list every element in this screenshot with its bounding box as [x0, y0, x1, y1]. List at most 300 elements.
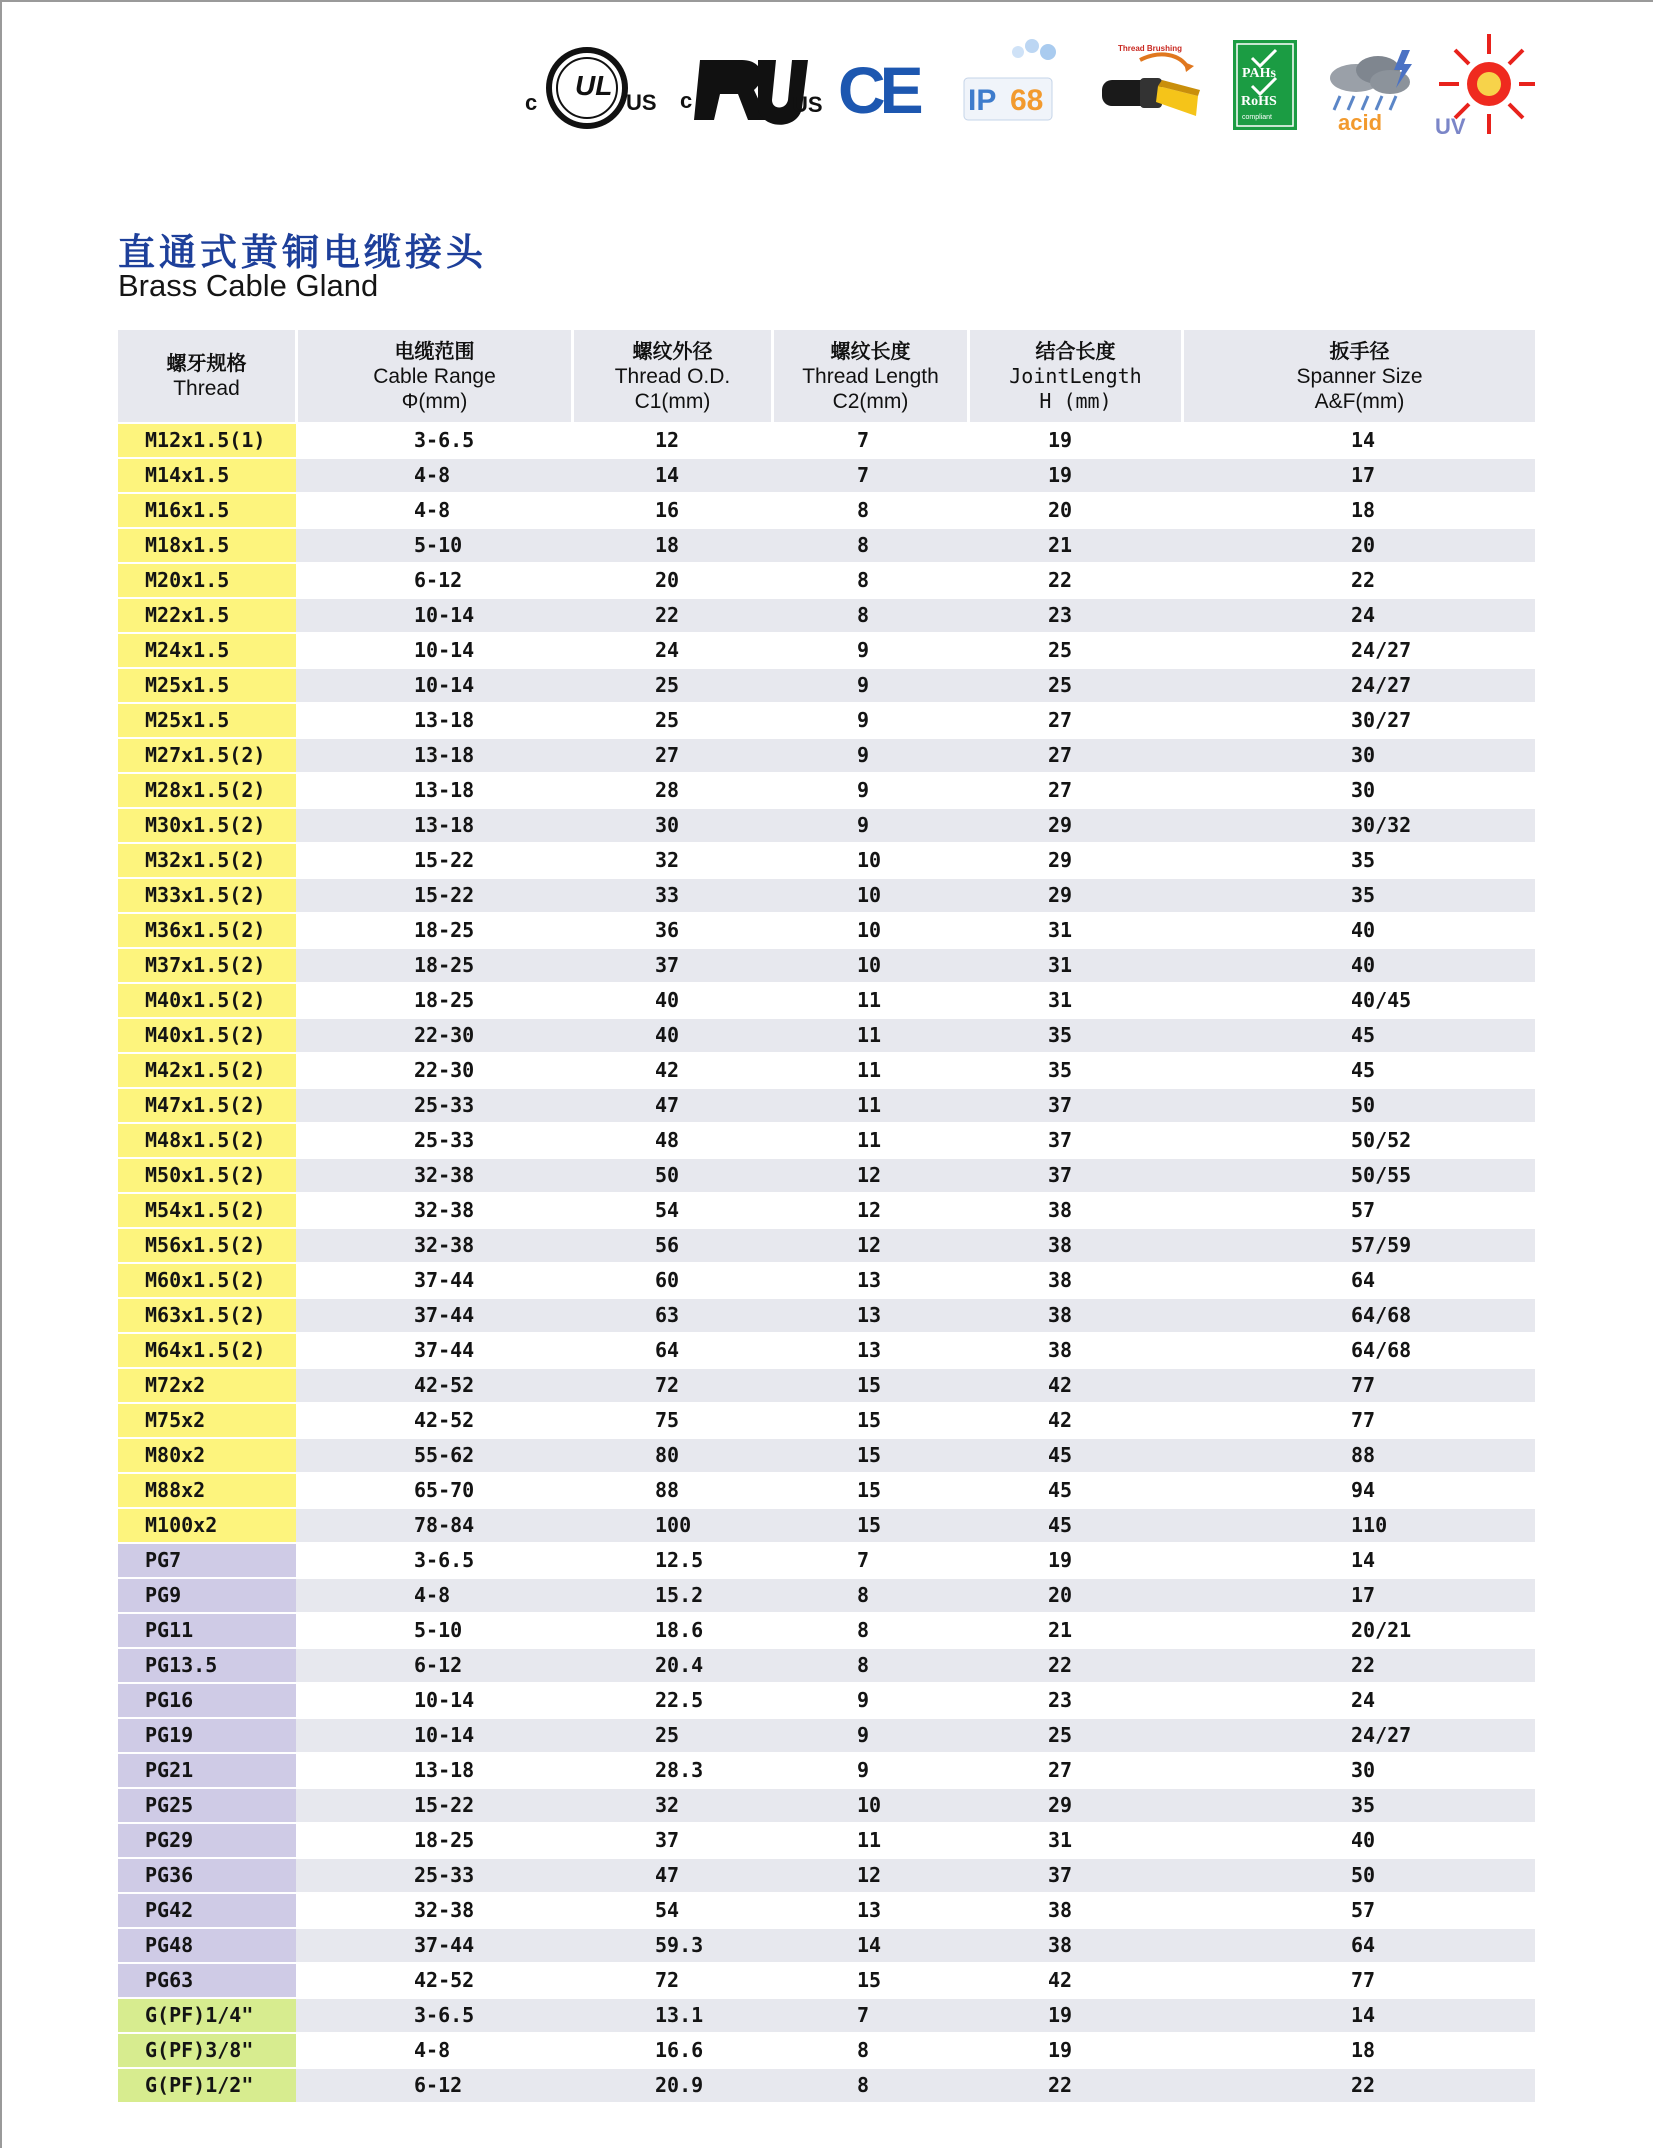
cell-spanner: 40	[1351, 1828, 1376, 1852]
cell-thread: M14x1.5	[118, 459, 296, 492]
header-len-cn: 螺纹长度	[830, 338, 911, 363]
cell-od: 40	[655, 988, 680, 1012]
cell-len: 15	[857, 1408, 882, 1432]
cell-len: 9	[857, 673, 870, 697]
cell-range: 32-38	[414, 1198, 475, 1222]
cell-range: 10-14	[414, 1688, 475, 1712]
cell-len: 8	[857, 2038, 870, 2062]
table-row	[118, 1542, 1535, 1577]
table-row	[118, 1577, 1535, 1612]
table-row	[118, 1507, 1535, 1542]
cell-len: 11	[857, 1093, 882, 1117]
header-cable-range	[298, 330, 574, 422]
table-row	[118, 422, 1535, 457]
table-row	[118, 1122, 1535, 1157]
cell-range: 15-22	[414, 1793, 475, 1817]
cell-thread: M75x2	[118, 1404, 296, 1437]
cell-range: 10-14	[414, 1723, 475, 1747]
cell-len: 13	[857, 1268, 882, 1292]
cell-joint: 29	[1048, 883, 1073, 907]
cell-range: 37-44	[414, 1268, 475, 1292]
table-row	[118, 1717, 1535, 1752]
cell-spanner: 22	[1351, 2073, 1376, 2097]
cell-len: 12	[857, 1233, 882, 1257]
cell-spanner: 24/27	[1351, 1723, 1412, 1747]
cell-joint: 35	[1048, 1023, 1073, 1047]
cell-range: 55-62	[414, 1443, 475, 1467]
cell-range: 25-33	[414, 1863, 475, 1887]
cell-len: 8	[857, 498, 870, 522]
cell-spanner: 50	[1351, 1863, 1376, 1887]
brass-cable-gland-table	[118, 330, 1535, 2102]
cell-spanner: 50/52	[1351, 1128, 1412, 1152]
cell-range: 37-44	[414, 1338, 475, 1362]
cell-spanner: 45	[1351, 1023, 1376, 1047]
cell-joint: 38	[1048, 1268, 1073, 1292]
cell-thread: M88x2	[118, 1474, 296, 1507]
cell-spanner: 50	[1351, 1093, 1376, 1117]
cell-thread: PG19	[118, 1719, 296, 1752]
cell-len: 13	[857, 1898, 882, 1922]
ip-prefix-text: IP	[968, 84, 997, 117]
cell-range: 15-22	[414, 883, 475, 907]
cell-joint: 31	[1048, 988, 1073, 1012]
header-joint-en: JointLength	[1009, 363, 1142, 388]
header-spanner-unit: A&F(mm)	[1314, 389, 1405, 413]
cell-thread: G(PF)1/4"	[118, 1999, 296, 2032]
cell-thread: M33x1.5(2)	[118, 879, 296, 912]
cell-len: 13	[857, 1303, 882, 1327]
table-row	[118, 1892, 1535, 1927]
cell-joint: 29	[1048, 1793, 1073, 1817]
cell-od: 27	[655, 743, 680, 767]
cell-joint: 19	[1048, 2038, 1073, 2062]
table-row	[118, 1787, 1535, 1822]
table-row	[118, 1647, 1535, 1682]
cell-od: 36	[655, 918, 680, 942]
cell-od: 59.3	[655, 1933, 704, 1957]
cell-joint: 27	[1048, 708, 1073, 732]
cell-od: 20.9	[655, 2073, 704, 2097]
cell-od: 54	[655, 1898, 680, 1922]
cell-od: 47	[655, 1093, 680, 1117]
cell-joint: 35	[1048, 1058, 1073, 1082]
table-row	[118, 1927, 1535, 1962]
table-row	[118, 807, 1535, 842]
table-row	[118, 1822, 1535, 1857]
cell-len: 15	[857, 1443, 882, 1467]
cell-len: 8	[857, 1653, 870, 1677]
table-row	[118, 947, 1535, 982]
cell-thread: PG16	[118, 1684, 296, 1717]
cell-joint: 38	[1048, 1198, 1073, 1222]
cell-spanner: 24	[1351, 603, 1376, 627]
cell-thread: PG9	[118, 1579, 296, 1612]
cell-joint: 38	[1048, 1233, 1073, 1257]
cell-len: 7	[857, 1548, 870, 1572]
cell-thread: M25x1.5	[118, 669, 296, 702]
cell-spanner: 57	[1351, 1898, 1376, 1922]
cell-thread: M50x1.5(2)	[118, 1159, 296, 1192]
cell-range: 10-14	[414, 673, 475, 697]
cell-od: 20.4	[655, 1653, 704, 1677]
cell-spanner: 17	[1351, 1583, 1376, 1607]
pahs-text: PAHs	[1242, 66, 1276, 81]
cell-thread: M36x1.5(2)	[118, 914, 296, 947]
uv-text: UV	[1435, 114, 1466, 139]
cell-joint: 45	[1048, 1478, 1073, 1502]
header-thread-length	[774, 330, 970, 422]
cell-thread: M40x1.5(2)	[118, 1019, 296, 1052]
cell-spanner: 30/27	[1351, 708, 1412, 732]
cell-len: 15	[857, 1373, 882, 1397]
cell-len: 8	[857, 2073, 870, 2097]
cell-thread: PG63	[118, 1964, 296, 1997]
cell-range: 6-12	[414, 2073, 463, 2097]
cell-spanner: 40	[1351, 918, 1376, 942]
cell-od: 54	[655, 1198, 680, 1222]
cell-range: 13-18	[414, 1758, 475, 1782]
cell-spanner: 35	[1351, 848, 1376, 872]
cell-len: 7	[857, 428, 870, 452]
table-row	[118, 1052, 1535, 1087]
cell-spanner: 64/68	[1351, 1303, 1412, 1327]
cell-len: 11	[857, 1128, 882, 1152]
cell-od: 28	[655, 778, 680, 802]
cell-spanner: 57/59	[1351, 1233, 1412, 1257]
table-row	[118, 1402, 1535, 1437]
ur-right-text: US	[792, 92, 823, 117]
cell-spanner: 18	[1351, 498, 1376, 522]
header-range-unit: Φ(mm)	[401, 389, 468, 413]
cell-joint: 31	[1048, 953, 1073, 977]
header-thread	[118, 330, 298, 422]
cell-joint: 38	[1048, 1898, 1073, 1922]
header-range-cn: 电缆范围	[394, 338, 475, 363]
cell-od: 40	[655, 1023, 680, 1047]
cell-od: 22.5	[655, 1688, 704, 1712]
table-row	[118, 1157, 1535, 1192]
thread-brushing-logo	[1100, 30, 1215, 150]
cell-len: 8	[857, 533, 870, 557]
cell-spanner: 22	[1351, 568, 1376, 592]
cell-od: 42	[655, 1058, 680, 1082]
cell-joint: 19	[1048, 2003, 1073, 2027]
ip-number-text: 68	[1010, 84, 1044, 117]
cell-joint: 25	[1048, 1723, 1073, 1747]
ul-right-text: US	[626, 90, 657, 115]
cell-thread: M12x1.5(1)	[118, 424, 296, 457]
cell-range: 37-44	[414, 1933, 475, 1957]
cell-joint: 42	[1048, 1408, 1073, 1432]
cell-range: 42-52	[414, 1408, 475, 1432]
table-row	[118, 457, 1535, 492]
ul-left-text: c	[525, 90, 538, 115]
cell-thread: M28x1.5(2)	[118, 774, 296, 807]
cell-joint: 45	[1048, 1443, 1073, 1467]
cell-len: 8	[857, 568, 870, 592]
table-row	[118, 842, 1535, 877]
cell-len: 10	[857, 918, 882, 942]
cell-spanner: 45	[1351, 1058, 1376, 1082]
cell-len: 13	[857, 1338, 882, 1362]
cell-len: 10	[857, 1793, 882, 1817]
table-header	[118, 330, 1535, 422]
cell-thread: M16x1.5	[118, 494, 296, 527]
cell-len: 11	[857, 1058, 882, 1082]
cell-od: 33	[655, 883, 680, 907]
cell-joint: 23	[1048, 603, 1073, 627]
cell-thread: M54x1.5(2)	[118, 1194, 296, 1227]
cell-thread: M100x2	[118, 1509, 296, 1542]
table-row	[118, 1332, 1535, 1367]
table-row	[118, 877, 1535, 912]
cell-len: 8	[857, 1618, 870, 1642]
cell-joint: 38	[1048, 1338, 1073, 1362]
cell-thread: PG7	[118, 1544, 296, 1577]
cell-spanner: 77	[1351, 1408, 1376, 1432]
cell-od: 32	[655, 848, 680, 872]
cell-spanner: 17	[1351, 463, 1376, 487]
cell-od: 63	[655, 1303, 680, 1327]
table-row	[118, 1612, 1535, 1647]
acid-logo	[1320, 30, 1420, 150]
ul-mark-text: UL	[575, 70, 613, 101]
page-title-chinese: 直通式黄铜电缆接头	[118, 231, 487, 274]
cell-od: 13.1	[655, 2003, 704, 2027]
cell-joint: 19	[1048, 428, 1073, 452]
cell-range: 42-52	[414, 1968, 475, 1992]
cell-spanner: 30	[1351, 778, 1376, 802]
cell-thread: PG25	[118, 1789, 296, 1822]
cell-range: 25-33	[414, 1093, 475, 1117]
table-row	[118, 1682, 1535, 1717]
cell-thread: M72x2	[118, 1369, 296, 1402]
cell-range: 25-33	[414, 1128, 475, 1152]
cell-thread: M40x1.5(2)	[118, 984, 296, 1017]
table-row	[118, 772, 1535, 807]
ip68-logo	[960, 30, 1070, 150]
pahs-rohs-logo	[1230, 30, 1300, 150]
table-row	[118, 2067, 1535, 2102]
cell-spanner: 50/55	[1351, 1163, 1412, 1187]
table-row	[118, 597, 1535, 632]
cell-thread: PG21	[118, 1754, 296, 1787]
cul-us-logo	[520, 30, 655, 150]
cell-len: 12	[857, 1863, 882, 1887]
cell-len: 9	[857, 708, 870, 732]
cell-spanner: 64	[1351, 1933, 1376, 1957]
cell-thread: G(PF)3/8"	[118, 2034, 296, 2067]
cell-thread: M22x1.5	[118, 599, 296, 632]
cell-od: 56	[655, 1233, 680, 1257]
cell-range: 3-6.5	[414, 428, 475, 452]
cell-len: 10	[857, 953, 882, 977]
header-od-en: Thread O.D.	[614, 364, 731, 388]
cell-len: 7	[857, 2003, 870, 2027]
cell-od: 80	[655, 1443, 680, 1467]
cell-thread: PG42	[118, 1894, 296, 1927]
cell-od: 20	[655, 568, 680, 592]
cell-spanner: 24/27	[1351, 638, 1412, 662]
ur-left-text: c	[680, 88, 693, 113]
cell-joint: 20	[1048, 1583, 1073, 1607]
cell-range: 32-38	[414, 1233, 475, 1257]
cell-range: 10-14	[414, 603, 475, 627]
header-joint-cn: 结合长度	[1035, 338, 1116, 363]
thread-brushing-text: Thread Brushing	[1118, 44, 1183, 53]
cell-len: 11	[857, 1023, 882, 1047]
cell-len: 8	[857, 603, 870, 627]
cell-spanner: 94	[1351, 1478, 1376, 1502]
table-row	[118, 527, 1535, 562]
certification-logos	[520, 30, 1540, 150]
cell-od: 88	[655, 1478, 680, 1502]
cell-spanner: 24	[1351, 1688, 1376, 1712]
cell-spanner: 64	[1351, 1268, 1376, 1292]
cell-joint: 21	[1048, 1618, 1073, 1642]
cell-len: 12	[857, 1163, 882, 1187]
cell-len: 9	[857, 1758, 870, 1782]
cell-range: 4-8	[414, 498, 451, 522]
table-row	[118, 1857, 1535, 1892]
table-row	[118, 1017, 1535, 1052]
cell-range: 78-84	[414, 1513, 475, 1537]
cell-od: 100	[655, 1513, 692, 1537]
cell-thread: M30x1.5(2)	[118, 809, 296, 842]
cell-len: 8	[857, 1583, 870, 1607]
table-row	[118, 1997, 1535, 2032]
cell-thread: PG36	[118, 1859, 296, 1892]
cell-thread: M80x2	[118, 1439, 296, 1472]
header-joint-length	[970, 330, 1184, 422]
cell-range: 18-25	[414, 918, 475, 942]
cell-spanner: 88	[1351, 1443, 1376, 1467]
cell-od: 37	[655, 953, 680, 977]
cell-thread: M64x1.5(2)	[118, 1334, 296, 1367]
cell-od: 16	[655, 498, 680, 522]
cell-thread: PG13.5	[118, 1649, 296, 1682]
cell-len: 9	[857, 813, 870, 837]
cell-joint: 27	[1048, 778, 1073, 802]
cell-len: 7	[857, 463, 870, 487]
cell-joint: 37	[1048, 1163, 1073, 1187]
cell-joint: 22	[1048, 1653, 1073, 1677]
ce-text: CE	[838, 53, 918, 127]
cell-spanner: 35	[1351, 1793, 1376, 1817]
cell-od: 30	[655, 813, 680, 837]
cell-od: 48	[655, 1128, 680, 1152]
cell-joint: 27	[1048, 1758, 1073, 1782]
cell-len: 10	[857, 883, 882, 907]
cell-joint: 29	[1048, 813, 1073, 837]
cell-od: 25	[655, 673, 680, 697]
table-row	[118, 1087, 1535, 1122]
table-row	[118, 632, 1535, 667]
cell-thread: M56x1.5(2)	[118, 1229, 296, 1262]
cell-spanner: 40	[1351, 953, 1376, 977]
cell-joint: 25	[1048, 673, 1073, 697]
cell-joint: 45	[1048, 1513, 1073, 1537]
cell-joint: 29	[1048, 848, 1073, 872]
uv-logo	[1425, 30, 1535, 150]
cell-joint: 31	[1048, 1828, 1073, 1852]
cell-od: 64	[655, 1338, 680, 1362]
cell-range: 3-6.5	[414, 2003, 475, 2027]
cell-len: 9	[857, 743, 870, 767]
cell-len: 9	[857, 778, 870, 802]
cell-od: 32	[655, 1793, 680, 1817]
cell-od: 75	[655, 1408, 680, 1432]
cell-range: 4-8	[414, 2038, 451, 2062]
cell-od: 12.5	[655, 1548, 704, 1572]
header-range-en: Cable Range	[373, 364, 496, 388]
cell-od: 37	[655, 1828, 680, 1852]
cell-range: 18-25	[414, 953, 475, 977]
cell-thread: PG11	[118, 1614, 296, 1647]
cell-od: 14	[655, 463, 680, 487]
table-row	[118, 1367, 1535, 1402]
cell-thread: M47x1.5(2)	[118, 1089, 296, 1122]
cell-range: 32-38	[414, 1163, 475, 1187]
cell-range: 3-6.5	[414, 1548, 475, 1572]
table-body	[118, 422, 1535, 2102]
cell-thread: M27x1.5(2)	[118, 739, 296, 772]
cell-od: 72	[655, 1373, 680, 1397]
cell-od: 16.6	[655, 2038, 704, 2062]
table-row	[118, 2032, 1535, 2067]
cell-joint: 21	[1048, 533, 1073, 557]
cell-thread: G(PF)1/2"	[118, 2069, 296, 2102]
table-row	[118, 562, 1535, 597]
cell-spanner: 30	[1351, 743, 1376, 767]
cell-thread: M60x1.5(2)	[118, 1264, 296, 1297]
cell-thread: PG48	[118, 1929, 296, 1962]
cell-joint: 38	[1048, 1933, 1073, 1957]
cell-od: 72	[655, 1968, 680, 1992]
cell-range: 15-22	[414, 848, 475, 872]
cell-joint: 31	[1048, 918, 1073, 942]
cell-joint: 22	[1048, 2073, 1073, 2097]
table-row	[118, 1227, 1535, 1262]
cell-range: 37-44	[414, 1303, 475, 1327]
table-row	[118, 1472, 1535, 1507]
cur-us-logo	[680, 30, 823, 150]
cell-len: 9	[857, 1688, 870, 1712]
cell-spanner: 110	[1351, 1513, 1388, 1537]
table-row	[118, 1262, 1535, 1297]
cell-len: 15	[857, 1478, 882, 1502]
cell-joint: 19	[1048, 463, 1073, 487]
table-row	[118, 702, 1535, 737]
cell-joint: 37	[1048, 1863, 1073, 1887]
cell-len: 14	[857, 1933, 882, 1957]
cell-thread: M42x1.5(2)	[118, 1054, 296, 1087]
table-row	[118, 667, 1535, 702]
header-spanner-size	[1184, 330, 1535, 422]
cell-joint: 20	[1048, 498, 1073, 522]
table-row	[118, 1192, 1535, 1227]
cell-range: 10-14	[414, 638, 475, 662]
cell-od: 28.3	[655, 1758, 704, 1782]
ce-logo	[838, 30, 928, 150]
page-frame-top	[0, 0, 1653, 2]
cell-range: 4-8	[414, 1583, 451, 1607]
rohs-text: RoHS	[1241, 94, 1277, 109]
header-od-cn: 螺纹外径	[632, 338, 713, 363]
cell-spanner: 14	[1351, 2003, 1376, 2027]
table-row	[118, 912, 1535, 947]
